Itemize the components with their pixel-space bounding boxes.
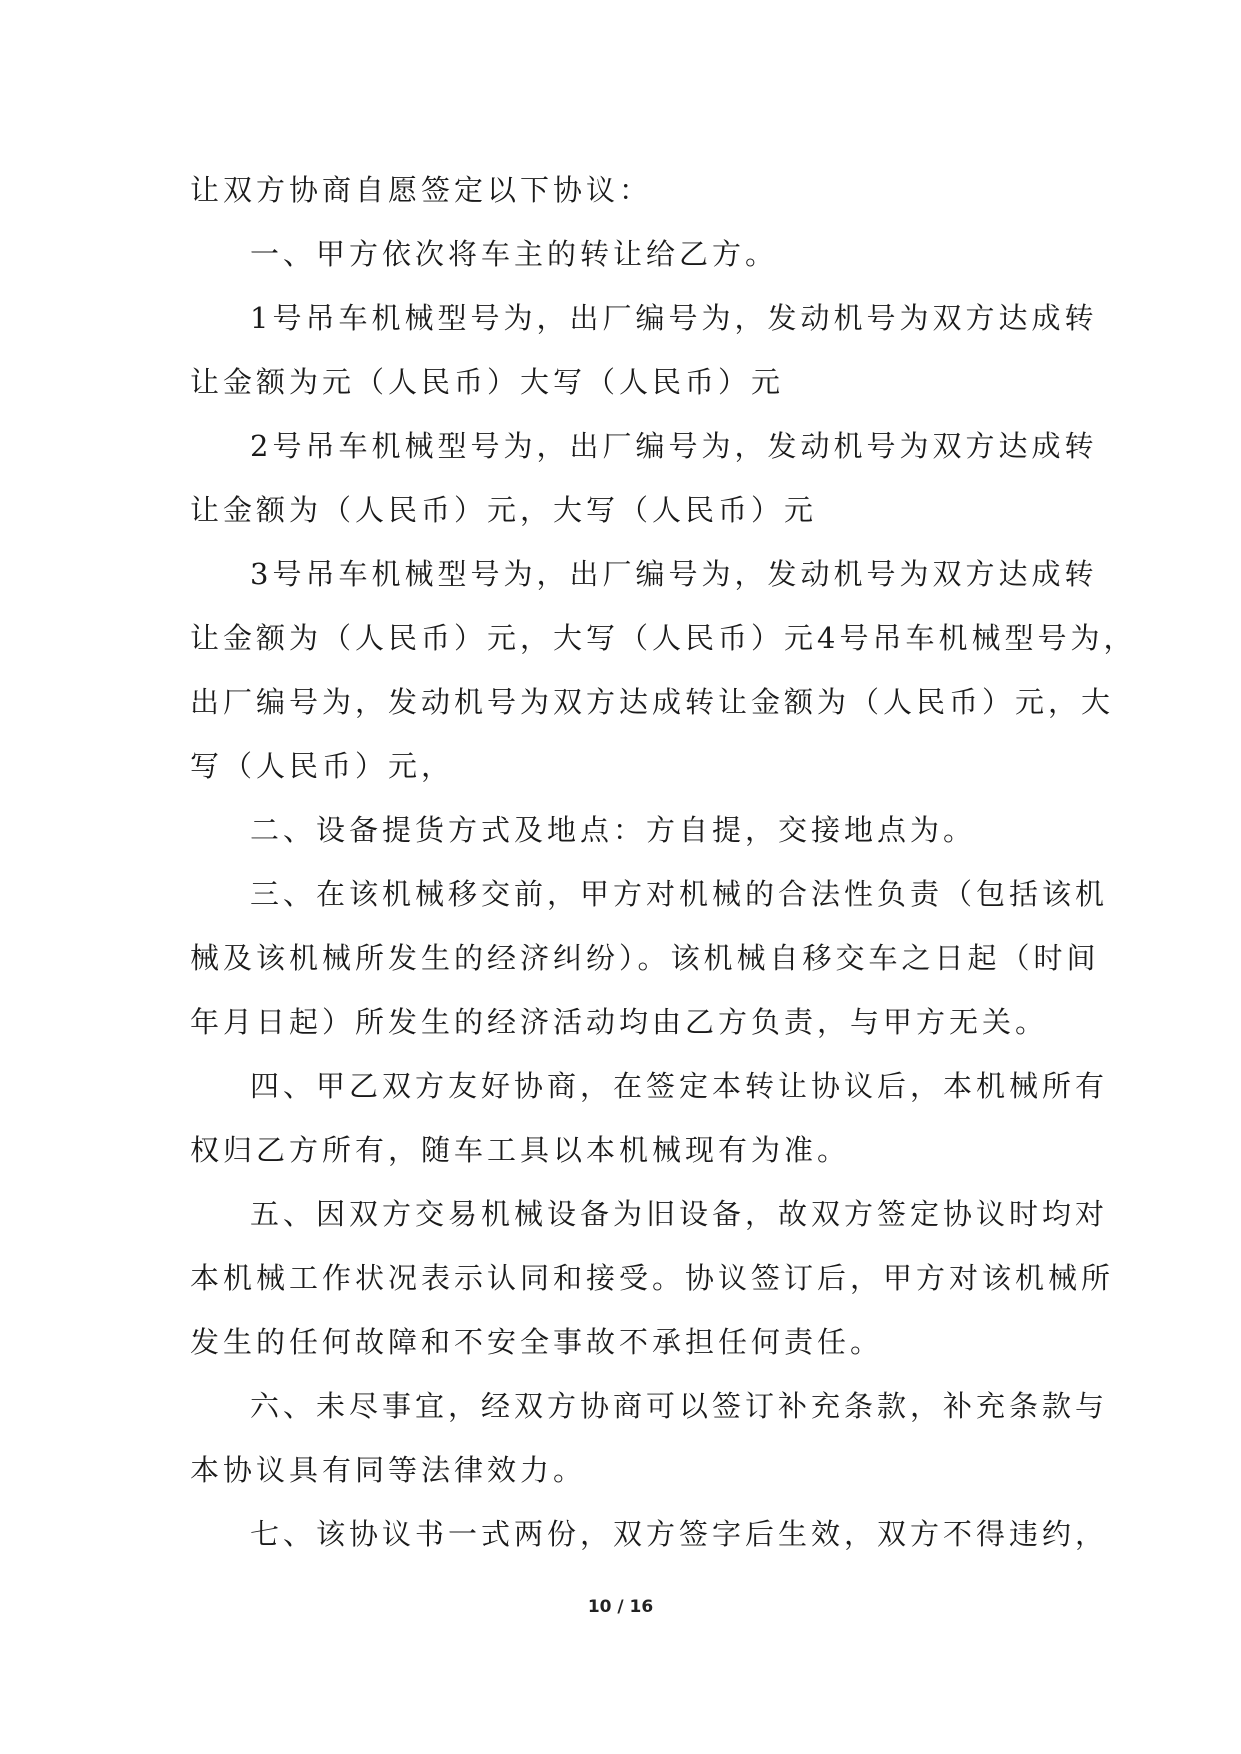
item-4-line-2: 写（人民币）元， (190, 749, 455, 783)
item-3-line-1: 3号吊车机械型号为，出厂编号为，发动机号为双方达成转 (250, 557, 1098, 591)
page-number: 10 / 16 (587, 1597, 654, 1617)
item-3-line-2: 让金额为（人民币）元，大写（人民币）元4号吊车机械型号为， (190, 621, 1137, 655)
clause-3-line-3: 年月日起）所发生的经济活动均由乙方负责，与甲方无关。 (190, 1005, 1049, 1039)
clause-1: 一、甲方依次将车主的转让给乙方。 (250, 237, 779, 271)
item-1-line-1: 1号吊车机械型号为，出厂编号为，发动机号为双方达成转 (250, 301, 1098, 335)
clause-5-line-1: 五、因双方交易机械设备为旧设备，故双方签定协议时均对 (250, 1197, 1109, 1231)
item-2-line-1: 2号吊车机械型号为，出厂编号为，发动机号为双方达成转 (250, 429, 1098, 463)
clause-4-line-1: 四、甲乙双方友好协商，在签定本转让协议后，本机械所有 (250, 1069, 1109, 1103)
clause-5-line-3: 发生的任何故障和不安全事故不承担任何责任。 (190, 1325, 884, 1359)
clause-3-line-1: 三、在该机械移交前，甲方对机械的合法性负责（包括该机 (250, 877, 1109, 911)
clause-6-line-2: 本协议具有同等法律效力。 (190, 1453, 587, 1487)
text-line: 让双方协商自愿签定以下协议： (190, 173, 653, 207)
clause-4-line-2: 权归乙方所有，随车工具以本机械现有为准。 (190, 1133, 851, 1167)
clause-2: 二、设备提货方式及地点：方自提，交接地点为。 (250, 813, 977, 847)
item-2-line-2: 让金额为（人民币）元，大写（人民币）元 (190, 493, 818, 527)
clause-5-line-2: 本机械工作状况表示认同和接受。协议签订后，甲方对该机械所 (190, 1261, 1115, 1295)
item-4-line-1: 出厂编号为，发动机号为双方达成转让金额为（人民币）元，大 (190, 685, 1115, 719)
item-1-line-2: 让金额为元（人民币）大写（人民币）元 (190, 365, 785, 399)
clause-6-line-1: 六、未尽事宜，经双方协商可以签订补充条款，补充条款与 (250, 1389, 1109, 1423)
clause-7-line-1: 七、该协议书一式两份，双方签字后生效，双方不得违约， (250, 1517, 1109, 1551)
clause-3-line-2: 械及该机械所发生的经济纠纷）。该机械自移交车之日起（时间 (190, 941, 1100, 975)
document-body (190, 158, 1137, 1566)
